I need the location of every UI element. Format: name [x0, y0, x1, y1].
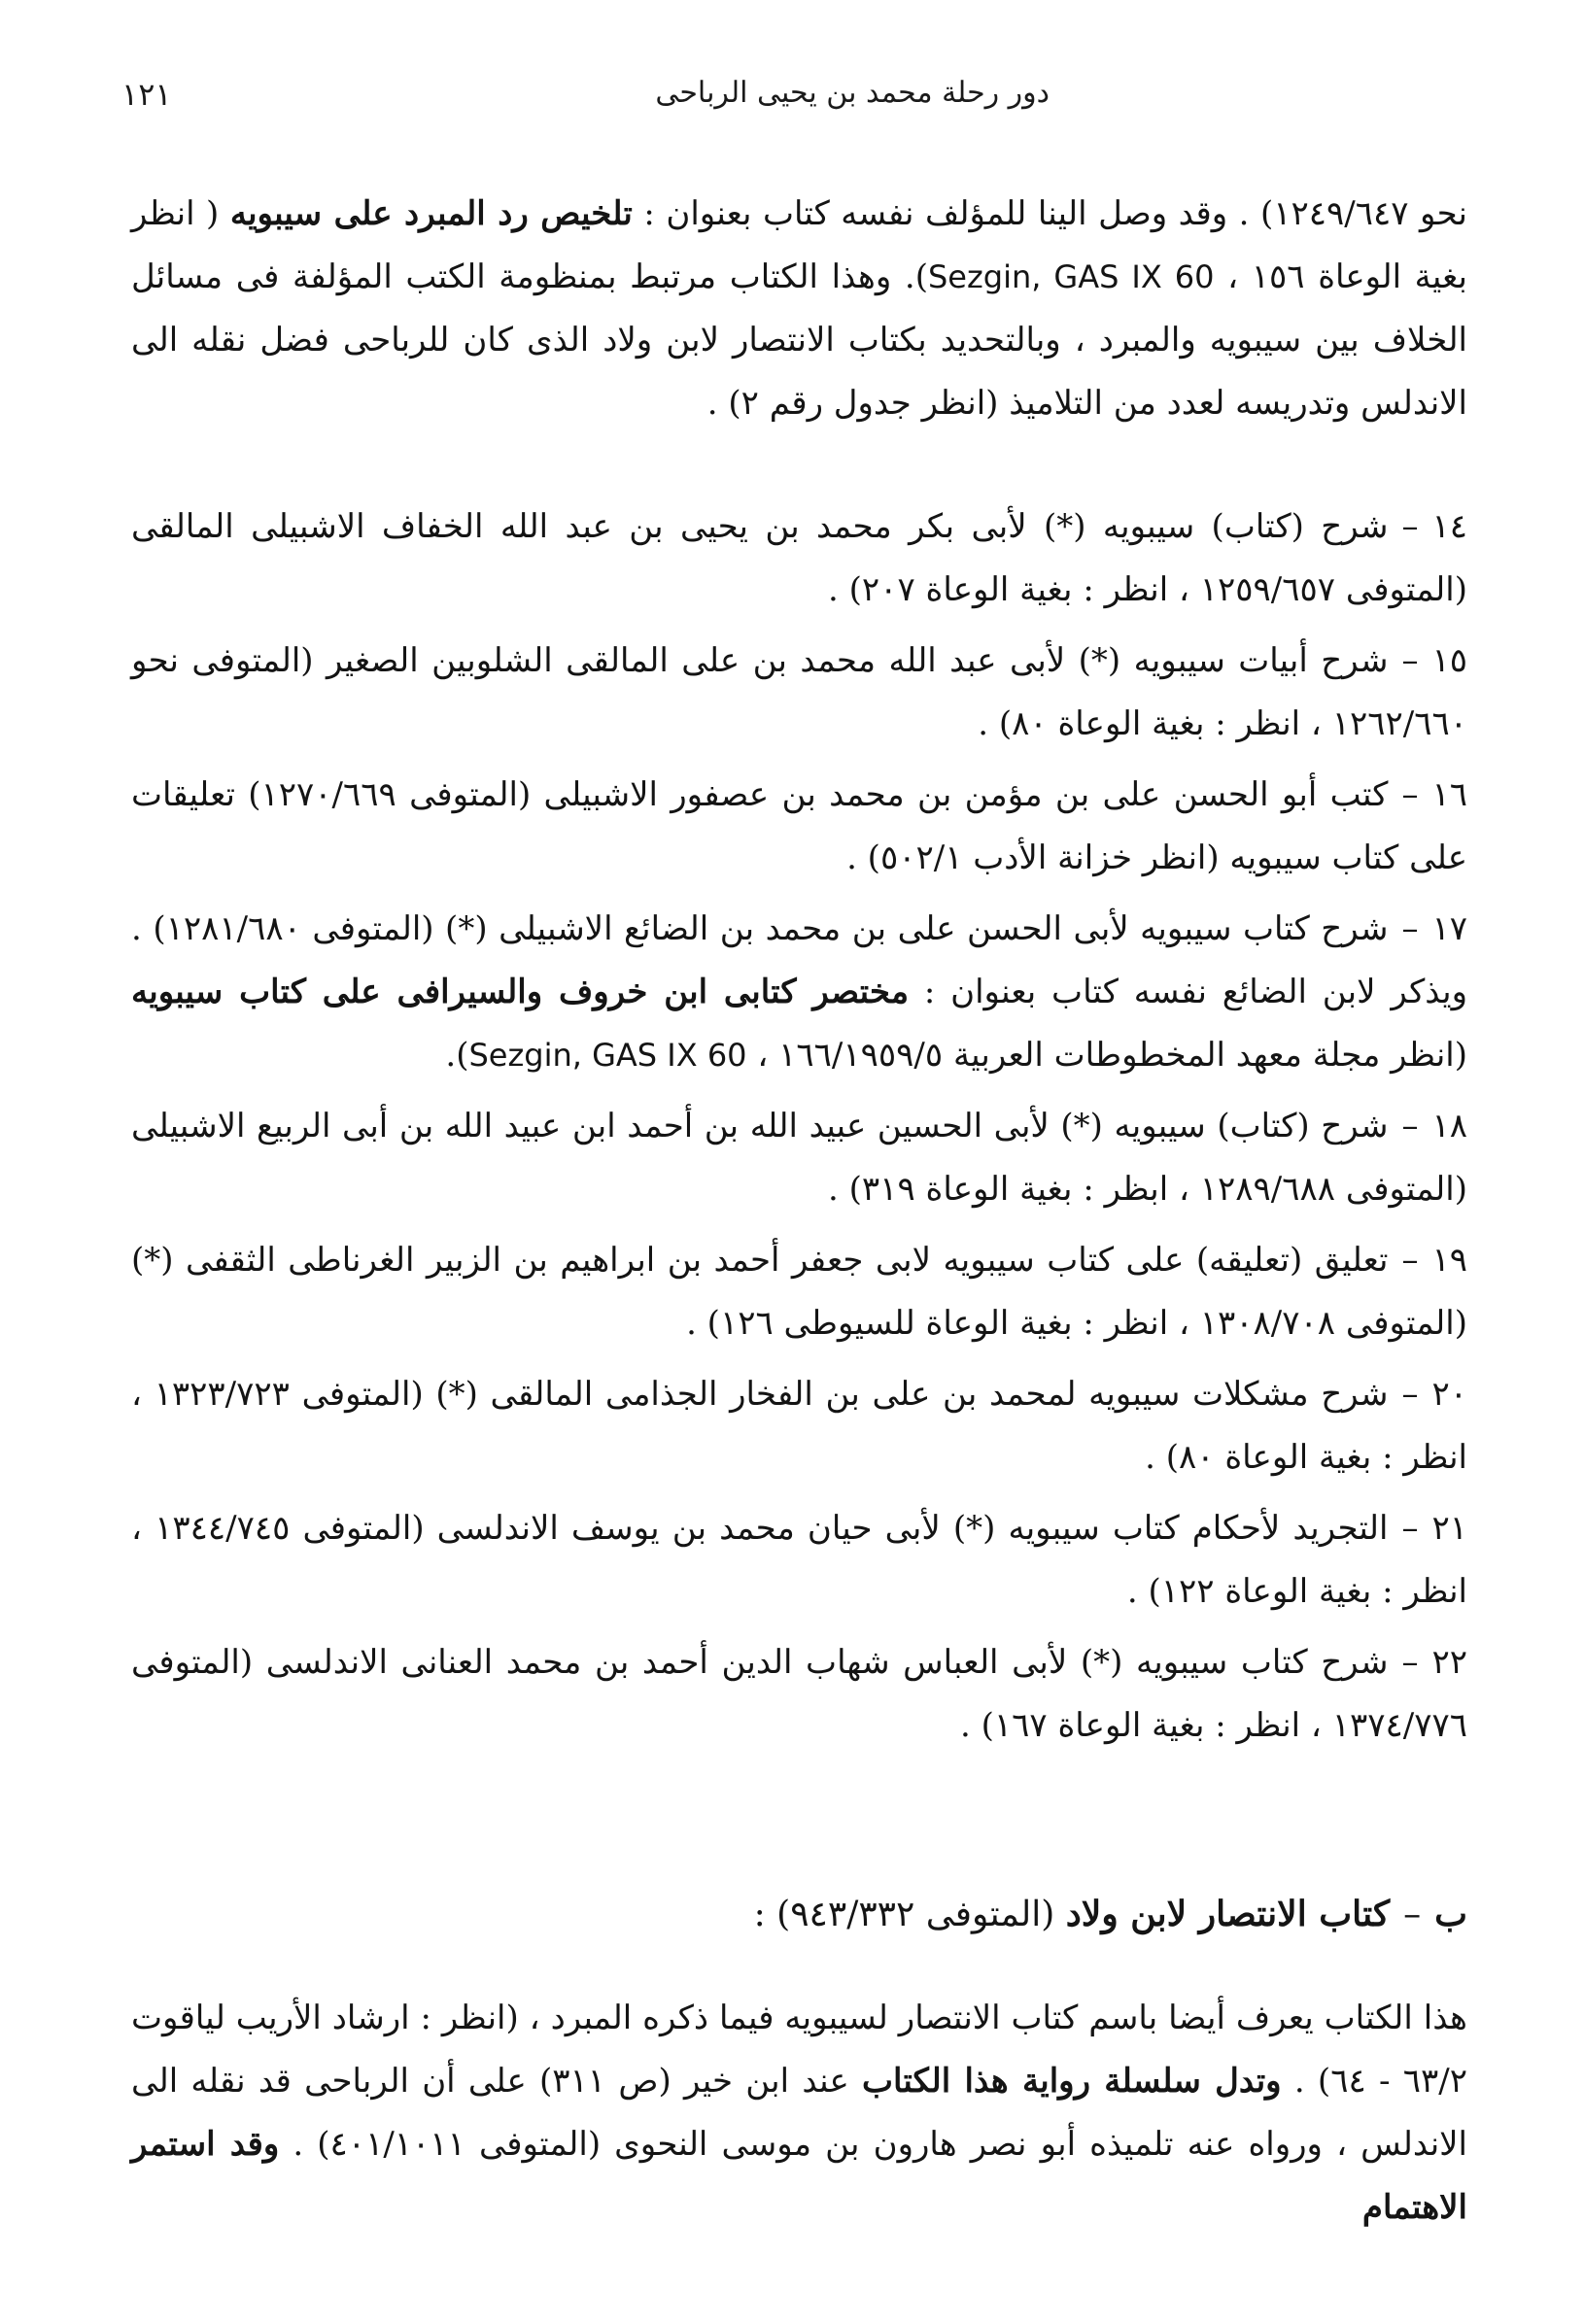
item-text: شرح كتاب سيبويه لأبى الحسن على بن محمد بن الضائع الاشبيلى (*) (المتوفى ١٢٨١/٦٨٠) . ويذكر لابن الضائع نفسه كتاب بعنوان : — [131, 909, 1467, 1011]
item-ltr-reference: Sezgin, GAS IX 60 — [468, 1037, 747, 1074]
intro-book-title: تلخيص رد المبرد على سيبويه — [229, 194, 633, 233]
intro-body: وهذا الكتاب مرتبط بمنظومة الكتب المؤلفة فى مسائل الخلاف بين سيبويه والمبرد ، وبالتحديد بكتاب الانتصار لابن ولاد الذى كان للرباحى فضل نقله الى الاندلس وتدريسه لعدد من التلاميذ (انظر جدول رقم ٢) . — [131, 257, 1467, 423]
section-heading: ب–كتاب الانتصار لابن ولاد (المتوفى ٩٤٣/٣٣٢) : — [753, 1894, 1467, 1934]
item-text: شرح أبيات سيبويه (*) لأبى عبد الله محمد بن على المالقى الشلوبين الصغير (المتوفى نحو ١٢٦٢/٦٦٠ ، انظر : بغية الوعاة ٨٠) . — [131, 641, 1467, 743]
item-text: كتب أبو الحسن على بن مؤمن بن محمد بن عصفور الاشبيلى (المتوفى ١٢٧٠/٦٦٩) تعليقات على كتاب سيبويه (انظر خزانة الأدب ٥٠٢/١) . — [131, 775, 1467, 877]
item-text: تعليق (تعليقه) على كتاب سيبويه لابى جعفر أحمد بن ابراهيم بن الزبير الغرناطى الثقفى (*) (المتوفى ١٣٠٨/٧٠٨ ، انظر : بغية الوعاة للسيوطى ١٢٦) . — [131, 1241, 1467, 1343]
intro-ref-close: ). — [904, 257, 928, 296]
intro-paragraph — [131, 183, 1467, 435]
section-meta: (المتوفى ٩٤٣/٣٣٢) : — [753, 1895, 1055, 1934]
page-number: ١٢١ — [121, 76, 172, 113]
closing-bold-2: وقد استمر الاهتمام — [131, 2125, 1467, 2227]
list-item: ١٤–شرح (كتاب) سيبويه (*) لأبى بكر محمد بن يحيى بن عبد الله الخفاف الاشبيلى المالقى (المتوفى ١٢٥٩/٦٥٧ ، انظر : بغية الوعاة ٢٠٧) . — [131, 496, 1467, 622]
closing-bold-1: وتدل سلسلة رواية هذا الكتاب — [862, 2062, 1282, 2101]
commentary-list — [131, 496, 1467, 1765]
item-bold-title: مختصر كتابى ابن خروف والسيرافى على كتاب سيبويه — [131, 973, 910, 1011]
intro-reference: ( انظر بغية الوعاة ١٥٦ ، — [131, 194, 1468, 296]
list-item: ٢٢–شرح كتاب سيبويه (*) لأبى العباس شهاب الدين أحمد بن محمد العنانى الاندلسى (المتوفى ١٣٧٤/٧٧٦ ، انظر : بغية الوعاة ١٦٧) . — [131, 1631, 1467, 1758]
item-tail: (انظر مجلة معهد المخطوطات العربية ١٦٦/١٩٥٩/٥ ، — [757, 1036, 1467, 1075]
item-number: ١٥ — [1431, 641, 1467, 680]
list-item: ١٥–شرح أبيات سيبويه (*) لأبى عبد الله محمد بن على المالقى الشلوبين الصغير (المتوفى نحو ١٢٦٢/٦٦٠ ، انظر : بغية الوعاة ٨٠) . — [131, 630, 1467, 756]
list-item: ١٨–شرح (كتاب) سيبويه (*) لأبى الحسين عبيد الله بن أحمد ابن عبيد الله بن أبى الربيع الاشبيلى (المتوفى ١٢٨٩/٦٨٨ ، ابظر : بغية الوعاة ٣١٩) . — [131, 1095, 1467, 1221]
list-item: ٢١–التجريد لأحكام كتاب سيبويه (*) لأبى حيان محمد بن يوسف الاندلسى (المتوفى ١٣٤٤/٧٤٥ ، انظر : بغية الوعاة ١٢٢) . — [131, 1497, 1467, 1623]
item-end: ). — [445, 1036, 469, 1075]
intro-ltr-reference: Sezgin, GAS IX 60 — [927, 258, 1215, 295]
running-title: دور رحلة محمد بن يحيى الرباحى — [655, 76, 1050, 110]
item-number: ١٧ — [1431, 909, 1468, 948]
section-title: كتاب الانتصار لابن ولاد — [1065, 1894, 1391, 1934]
item-number: ١٤ — [1431, 507, 1467, 546]
item-number: ٢٢ — [1431, 1643, 1467, 1682]
item-number: ٢١ — [1431, 1509, 1468, 1548]
item-text: شرح (كتاب) سيبويه (*) لأبى الحسين عبيد الله بن أحمد ابن عبيد الله بن أبى الربيع الاشبيلى (المتوفى ١٢٨٩/٦٨٨ ، ابظر : بغية الوعاة ٣١٩) . — [131, 1107, 1467, 1209]
item-text: التجريد لأحكام كتاب سيبويه (*) لأبى حيان محمد بن يوسف الاندلسى (المتوفى ١٣٤٤/٧٤٥ ، انظر : بغية الوعاة ١٢٢) . — [131, 1509, 1467, 1611]
section-letter: ب — [1434, 1894, 1467, 1934]
list-item: ١٧–شرح كتاب سيبويه لأبى الحسن على بن محمد بن الضائع الاشبيلى (*) (المتوفى ١٢٨١/٦٨٠) . ويذكر لابن الضائع نفسه كتاب بعنوان : مختصر كتابى ابن خروف والسيرافى على كتاب سيبويه (انظر مجلة معهد المخطوطات العربية ١٦٦/١٩٥٩/٥ ، Sezgin, GAS IX 60). — [131, 898, 1467, 1087]
intro-lead: نحو ١٢٤٩/٦٤٧) . وقد وصل الينا للمؤلف نفسه كتاب بعنوان : — [643, 194, 1467, 233]
item-number: ١٦ — [1431, 775, 1467, 814]
item-text: شرح كتاب سيبويه (*) لأبى العباس شهاب الدين أحمد بن محمد العنانى الاندلسى (المتوفى ١٣٧٤/٧٧٦ ، انظر : بغية الوعاة ١٦٧) . — [131, 1643, 1467, 1745]
closing-text: هذا الكتاب يعرف أيضا باسم كتاب الانتصار لسيبويه فيما ذكره المبرد ، (انظر : ارشاد الأريب لياقوت ٦٣/٢ - ٦٤) . — [131, 1999, 1467, 2101]
running-header — [121, 76, 1050, 134]
closing-text-2: عند ابن خير (ص ٣١١) على أن الرباحى قد نقله الى الاندلس ، ورواه عنه تلميذه أبو نصر هارون بن موسى النحوى (المتوفى ٤٠١/١٠١١) . — [131, 2062, 1467, 2164]
list-item: ١٩–تعليق (تعليقه) على كتاب سيبويه لابى جعفر أحمد بن ابراهيم بن الزبير الغرناطى الثقفى (*) (المتوفى ١٣٠٨/٧٠٨ ، انظر : بغية الوعاة للسيوطى ١٢٦) . — [131, 1229, 1467, 1355]
item-text: شرح مشكلات سيبويه لمحمد بن على بن الفخار الجذامى المالقى (*) (المتوفى ١٣٢٣/٧٢٣ ، انظر : بغية الوعاة ٨٠) . — [131, 1375, 1467, 1477]
list-item: ١٦–كتب أبو الحسن على بن مؤمن بن محمد بن عصفور الاشبيلى (المتوفى ١٢٧٠/٦٦٩) تعليقات على كتاب سيبويه (انظر خزانة الأدب ٥٠٢/١) . — [131, 764, 1467, 890]
list-item: ٢٠–شرح مشكلات سيبويه لمحمد بن على بن الفخار الجذامى المالقى (*) (المتوفى ١٣٢٣/٧٢٣ ، انظر : بغية الوعاة ٨٠) . — [131, 1363, 1467, 1489]
item-number: ١٨ — [1431, 1107, 1467, 1145]
item-number: ٢٠ — [1431, 1375, 1467, 1414]
closing-paragraph — [131, 1987, 1467, 2239]
item-text: شرح (كتاب) سيبويه (*) لأبى بكر محمد بن يحيى بن عبد الله الخفاف الاشبيلى المالقى (المتوفى ١٢٥٩/٦٥٧ ، انظر : بغية الوعاة ٢٠٧) . — [131, 507, 1467, 609]
item-number: ١٩ — [1431, 1241, 1467, 1280]
